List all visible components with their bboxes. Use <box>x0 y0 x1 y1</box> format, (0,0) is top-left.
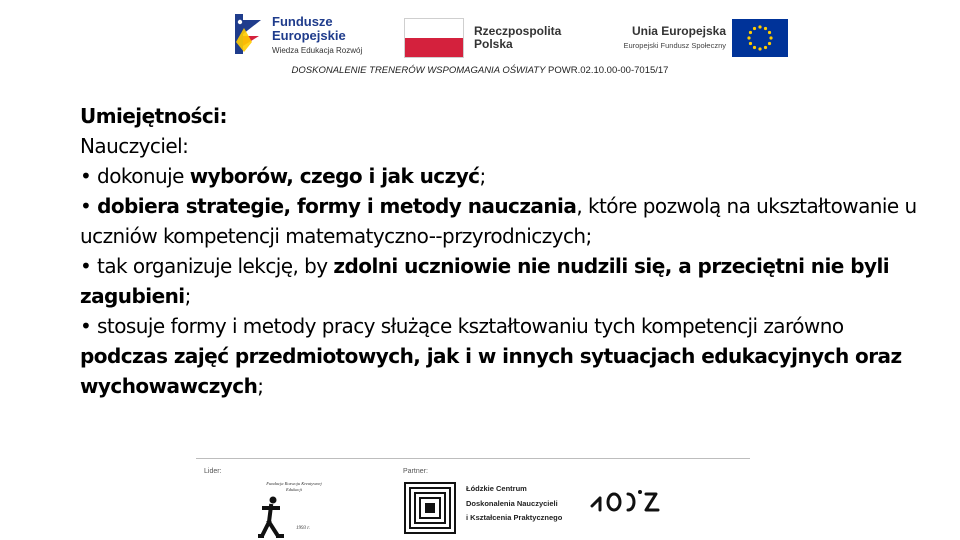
header-logos <box>0 0 960 80</box>
slide-content <box>80 101 930 401</box>
bullet-text: • tak organizuje lekcję, by <box>80 254 334 278</box>
project-title <box>0 65 960 77</box>
nested-squares-icon <box>404 482 456 534</box>
eu-star-icon <box>758 47 761 50</box>
subject-label: Nauczyciel: <box>80 134 189 158</box>
footer-divider <box>196 458 750 459</box>
eu-flag-icon <box>732 19 788 57</box>
project-code: POWR.02.10.00-00-7015/17 <box>545 65 669 76</box>
eu-star-icon <box>764 27 767 30</box>
eu-star-icon <box>768 42 771 45</box>
eu-star-icon <box>749 42 752 45</box>
fe-logo-line3: Wiedza Edukacja Rozwój <box>272 46 363 55</box>
bullet-text: ; <box>479 164 486 188</box>
lider-label: Lider: <box>204 468 222 475</box>
slide-heading: Umiejętności: <box>80 104 227 128</box>
partner-label: Partner: <box>403 468 428 475</box>
bullet-emphasis: podczas zajęć przedmiotowych, jak i w innych sytuacjach edukacyjnych oraz wychowawczych <box>80 344 902 398</box>
ue-logo-line2: Europejski Fundusz Społeczny <box>623 41 726 50</box>
eu-star-icon <box>753 46 756 49</box>
rp-logo-line1: Rzeczpospolita <box>474 24 562 38</box>
bullet-text: • stosuje formy i metody pracy służące kształtowaniu tych kompetencji zarówno <box>80 314 844 338</box>
lider-name: Fundacja Rozwoju Kreatywnej Edukacji <box>266 481 322 492</box>
bullet-emphasis: dobiera strategie, formy i metody nauczania <box>97 194 577 218</box>
fundusze-europejskie-icon <box>232 12 264 56</box>
eu-star-icon <box>758 25 761 28</box>
eu-star-icon <box>749 31 752 34</box>
bullet-text: ; <box>184 284 191 308</box>
bullet-item <box>80 161 930 191</box>
partner-line3: i Kształcenia Praktycznego <box>466 513 563 522</box>
rp-logo-line2: Polska <box>474 37 513 51</box>
partner-line2: Doskonalenia Nauczycieli <box>466 499 558 508</box>
lodz-logo <box>590 486 670 514</box>
unia-europejska-logo <box>600 18 790 58</box>
rzeczpospolita-polska-logo <box>404 18 574 58</box>
lider-year: 1993 r. <box>296 526 310 531</box>
partner-line1: Łódzkie Centrum <box>466 484 527 493</box>
bullet-item <box>80 191 930 251</box>
fe-logo-line1: Fundusze <box>272 14 333 29</box>
project-name: DOSKONALENIE TRENERÓW WSPOMAGANIA OŚWIATY <box>291 65 546 76</box>
eu-star-icon <box>764 46 767 49</box>
bullet-text: , które pozwolą na ukształtowanie u uczniów kompetencji matematyczno--przyrodniczych; <box>80 194 917 248</box>
ue-logo-line1: Unia Europejska <box>631 24 726 38</box>
fe-logo-line2: Europejskie <box>272 28 346 43</box>
lider-logo <box>256 478 324 538</box>
bullet-text: • dokonuje <box>80 164 190 188</box>
eu-star-icon <box>753 27 756 30</box>
bullet-emphasis: wyborów, czego i jak uczyć <box>189 164 480 188</box>
walking-figure-icon <box>258 496 284 538</box>
bullet-text: ; <box>257 374 264 398</box>
polish-flag-icon <box>404 18 464 58</box>
eu-star-icon <box>768 31 771 34</box>
eu-star-icon <box>769 36 772 39</box>
fundusze-europejskie-logo <box>232 12 377 58</box>
eu-star-icon <box>747 36 750 39</box>
bullet-text: • <box>80 194 98 218</box>
bullet-item <box>80 311 930 401</box>
bullet-item <box>80 251 930 311</box>
bullet-emphasis: zdolni uczniowie nie nudzili się, a przeciętni nie byli zagubieni <box>80 254 890 308</box>
footer-partners <box>196 458 750 540</box>
